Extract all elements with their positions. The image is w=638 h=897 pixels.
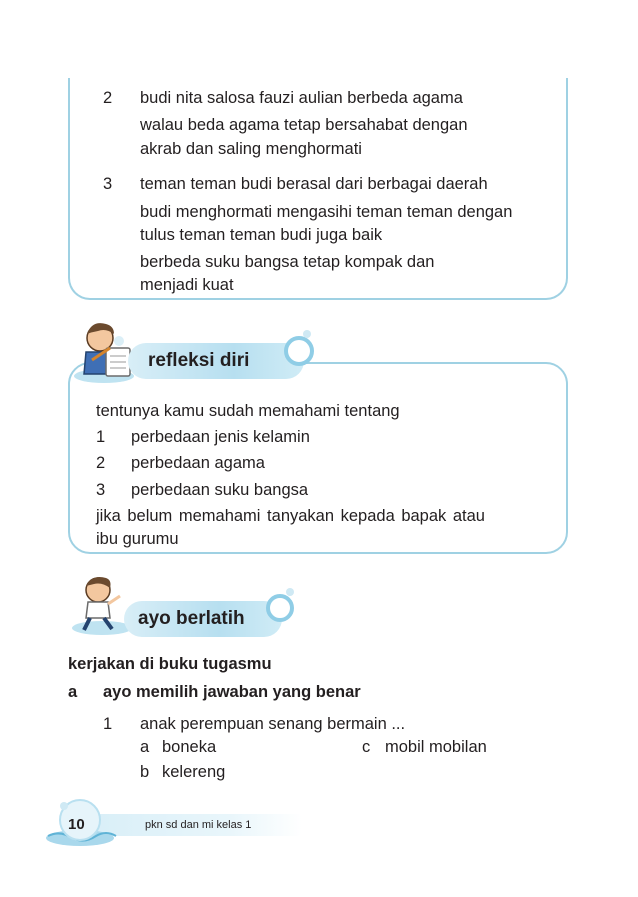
option-letter: b xyxy=(140,763,150,781)
option-text: kelereng xyxy=(162,763,226,781)
list-text: budi nita salosa fauzi aulian berbeda agama xyxy=(140,89,463,107)
bubble-decoration xyxy=(286,588,294,596)
list-text: perbedaan suku bangsa xyxy=(131,481,309,499)
list-text: walau beda agama tetap bersahabat dengan xyxy=(140,116,468,134)
list-text: tulus teman teman budi juga baik xyxy=(140,226,383,244)
section-title: refleksi diri xyxy=(148,350,250,371)
list-text: perbedaan agama xyxy=(131,454,265,472)
option-letter: a xyxy=(140,738,150,756)
list-number: 2 xyxy=(96,454,106,472)
list-number: 3 xyxy=(103,175,113,193)
option-letter: c xyxy=(362,738,371,756)
paragraph-text: jika belum memahami tanyakan kepada bapak atau xyxy=(96,507,485,525)
option-text: boneka xyxy=(162,738,217,756)
list-number: 1 xyxy=(96,428,106,446)
list-text: akrab dan saling menghormati xyxy=(140,140,362,158)
section-title: ayo berlatih xyxy=(138,608,245,629)
option-text: mobil mobilan xyxy=(385,738,487,756)
list-text: berbeda suku bangsa tetap kompak dan xyxy=(140,253,435,271)
section-heading: ayo memilih jawaban yang benar xyxy=(103,683,361,701)
list-text: budi menghormati mengasihi teman teman dengan xyxy=(140,203,513,221)
book-title: pkn sd dan mi kelas 1 xyxy=(145,819,252,831)
question-text: anak perempuan senang bermain ... xyxy=(140,715,406,733)
list-text: teman teman budi berasal dari berbagai daerah xyxy=(140,175,488,193)
paragraph-text: tentunya kamu sudah memahami tentang xyxy=(96,402,400,420)
bubble-decoration xyxy=(114,336,124,346)
list-number: 3 xyxy=(96,481,106,499)
page-number: 10 xyxy=(68,816,85,833)
question-number: 1 xyxy=(103,715,113,733)
paragraph-text: ibu gurumu xyxy=(96,530,179,548)
list-text: perbedaan jenis kelamin xyxy=(131,428,310,446)
bubble-decoration xyxy=(303,330,311,338)
bubble-decoration xyxy=(266,594,294,622)
bubble-decoration xyxy=(284,336,314,366)
instruction-text: kerjakan di buku tugasmu xyxy=(68,655,272,673)
list-number: 2 xyxy=(103,89,113,107)
list-text: menjadi kuat xyxy=(140,276,234,294)
section-letter: a xyxy=(68,683,78,701)
